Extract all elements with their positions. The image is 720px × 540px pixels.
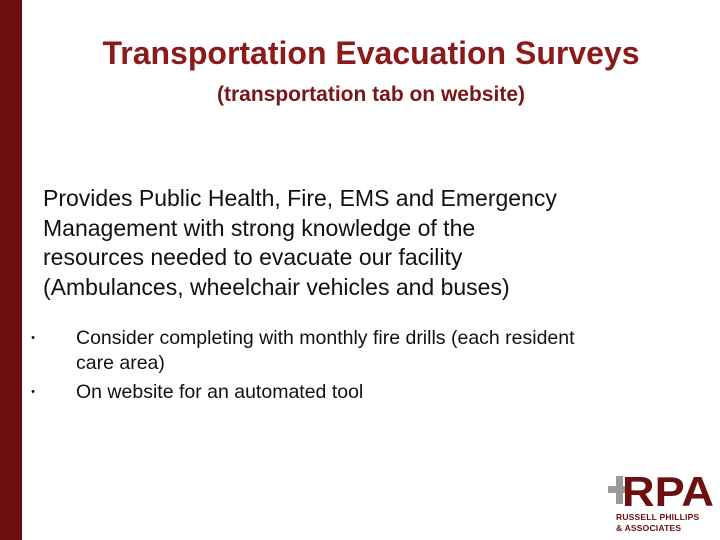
body-line: resources needed to evacuate our facility [43, 244, 463, 270]
logo-line-2: & ASSOCIATES [616, 522, 682, 533]
bullet-list [26, 326, 706, 409]
logo-company-name [616, 512, 716, 533]
bullet-text-line: care area) [76, 352, 165, 374]
bullet-item [26, 326, 706, 376]
bullet-text-line: On website for an automated tool [76, 381, 364, 403]
slide-subtitle: (transportation tab on website) [216, 83, 525, 106]
body-line: Management with strong knowledge of the [43, 214, 476, 241]
rpa-logo-mark [608, 468, 714, 512]
left-accent-bar [0, 0, 22, 540]
body-paragraph [43, 184, 693, 302]
slide-title: Transportation Evacuation Surveys [102, 35, 640, 71]
logo-line-1: RUSSELL PHILLIPS [616, 512, 700, 522]
rpa-logo [608, 468, 714, 536]
bullet-item [26, 380, 706, 405]
logo-letters: RPA [622, 468, 714, 512]
body-line: Provides Public Health, Fire, EMS and Emergency [43, 185, 557, 211]
bullet-marker: • [31, 332, 35, 344]
body-line: (Ambulances, wheelchair vehicles and buses) [43, 273, 510, 300]
bullet-text-line: Consider completing with monthly fire drills (each resident [76, 327, 575, 349]
bullet-marker: • [31, 386, 35, 398]
